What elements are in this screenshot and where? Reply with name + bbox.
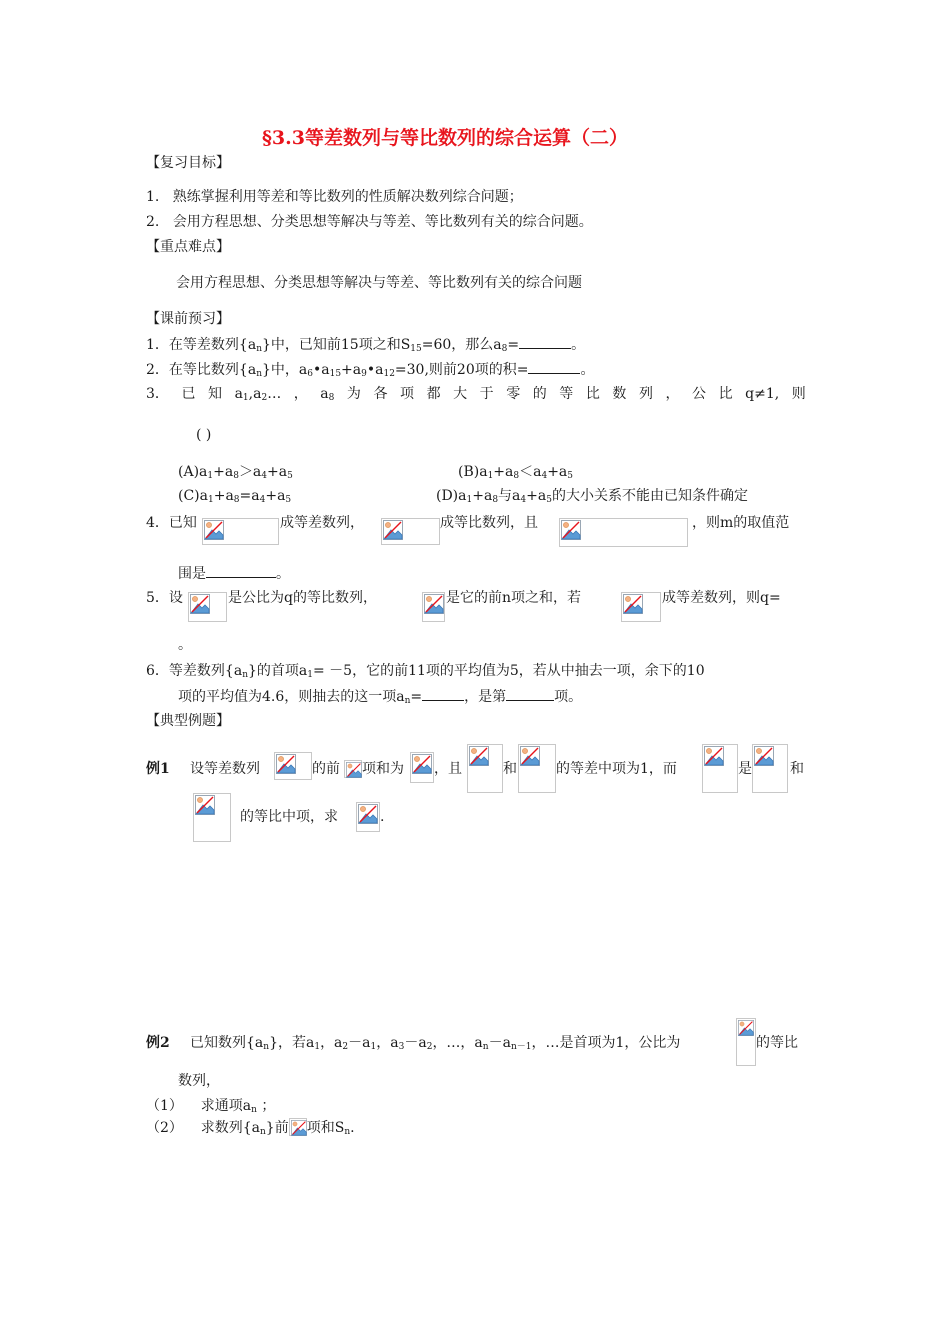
- formula-image: [410, 752, 434, 783]
- ex2-s: 数列，: [178, 1073, 220, 1089]
- ex2-part1: （1） 求通项$a_n$ ；: [146, 1098, 276, 1115]
- option-d[interactable]: $(D)a_1+a_8$与$a_4+a_5$的大小关系不能由已知条件确定: [436, 488, 748, 505]
- broken-image-icon: [204, 520, 224, 540]
- ex2-line1: 已知数列$\{a_n\}$，若$a_1$，$a_2-a_1$，$a_3-a_2$，…，$a_n-a_{n-1}$，…是首项为1，公比为: [190, 1035, 681, 1052]
- option-b[interactable]: $(B)a_1+a_8<a_4+a_5$: [458, 464, 574, 481]
- formula-image: [188, 592, 227, 622]
- broken-image-icon: [358, 804, 378, 824]
- preview-q5-b: 是公比为q的等比数列，: [228, 590, 377, 606]
- option-c[interactable]: $(C)a_1+a_8=a_4+a_5$: [178, 488, 292, 505]
- ex2-part2: （2） 求数列$\{a_n\}$前 项和$S_n$.: [146, 1120, 355, 1137]
- preview-q4-c: 成等比数列，且: [440, 515, 538, 531]
- ex2-r: 的等比: [756, 1035, 798, 1051]
- formula-image: [752, 744, 788, 793]
- formula-image: [467, 744, 503, 793]
- preview-q5-num: 5．设: [146, 590, 183, 606]
- ex1-b: 的前: [312, 761, 340, 777]
- section-key-points: 【重点难点】: [146, 239, 230, 255]
- broken-image-icon: [276, 754, 296, 774]
- goal-1: 1. 熟练掌握利用等差和等比数列的性质解决数列综合问题；: [146, 189, 523, 205]
- ex1-g: 是: [738, 761, 752, 777]
- preview-q6-line2: 项的平均值为4.6，则抽去的这一项$a_n=$ ，是第 项。: [178, 689, 583, 706]
- formula-image: [193, 793, 231, 842]
- ex1-i: 的等比中项，求: [240, 809, 338, 825]
- formula-image: [736, 1018, 756, 1066]
- goal-2: 2. 会用方程思想、分类思想等解决与等差、等比数列有关的综合问题。: [146, 214, 593, 230]
- answer-blank[interactable]: [519, 335, 571, 349]
- choice-paren: ( ): [196, 427, 212, 443]
- broken-image-icon: [738, 1020, 754, 1036]
- broken-image-icon: [754, 746, 774, 766]
- ex1-h: 和: [790, 761, 804, 777]
- formula-image: [381, 518, 440, 545]
- ex1-d: ，且: [434, 761, 462, 777]
- formula-image: [422, 592, 445, 622]
- section-examples: 【典型例题】: [146, 713, 230, 729]
- ex1-c: 项和为: [362, 761, 404, 777]
- ex1-j: .: [380, 809, 385, 825]
- formula-image: [202, 518, 279, 545]
- formula-image: [559, 518, 688, 547]
- broken-image-icon: [623, 594, 643, 614]
- page-title: §3.3等差数列与等比数列的综合运算（二）: [262, 127, 628, 149]
- example-2-label: 例2: [146, 1035, 170, 1051]
- answer-blank[interactable]: [528, 360, 580, 374]
- broken-image-icon: [291, 1120, 307, 1136]
- preview-q1: 1．在等差数列$\{a_n\}$中，已知前15项之和$S_{15}=60$，那么$a_8=$ 。: [146, 337, 586, 354]
- formula-image: [702, 744, 738, 793]
- broken-image-icon: [190, 594, 210, 614]
- ex1-a: 设等差数列: [190, 761, 260, 777]
- broken-image-icon: [561, 520, 581, 540]
- formula-image: [274, 752, 312, 780]
- broken-image-icon: [520, 746, 540, 766]
- formula-image: [356, 802, 380, 832]
- section-preview: 【课前预习】: [146, 311, 230, 327]
- preview-q5-c: 是它的前n项之和，若: [446, 590, 582, 606]
- preview-q5-e: 。: [178, 637, 192, 653]
- broken-image-icon: [195, 795, 215, 815]
- preview-q4-num: 4．已知: [146, 515, 197, 531]
- broken-image-icon: [346, 762, 362, 778]
- preview-q4-d: ，则m的取值范: [692, 515, 790, 531]
- section-review-goals: 【复习目标】: [146, 155, 230, 171]
- preview-q5-d: 成等差数列，则q=: [662, 590, 781, 606]
- formula-image: [344, 760, 362, 778]
- answer-blank[interactable]: [206, 564, 276, 578]
- broken-image-icon: [704, 746, 724, 766]
- answer-blank[interactable]: [422, 687, 464, 701]
- example-1-label: 例1: [146, 761, 170, 777]
- formula-image: [289, 1118, 307, 1136]
- broken-image-icon: [383, 520, 403, 540]
- formula-image: [621, 592, 661, 622]
- preview-q2: 2．在等比数列$\{a_n\}$中，$a_6•a_{15}+a_9•a_{12}=30$,则前20项的积= 。: [146, 362, 595, 379]
- ex1-e: 和: [503, 761, 517, 777]
- option-a[interactable]: $(A)a_1+a_8>a_4+a_5$: [178, 464, 293, 481]
- preview-q3: 3． 已 知 $a_1,a_2\dots$ ， $a_8$ 为 各 项 都 大 于 零 的 等 比 数 列 ， 公 比 q≠1, 则: [146, 386, 806, 403]
- broken-image-icon: [412, 754, 432, 774]
- key-points-text: 会用方程思想、分类思想等解决与等差、等比数列有关的综合问题: [176, 275, 582, 291]
- preview-q4-e: 围是 。: [178, 566, 290, 582]
- formula-image: [518, 744, 556, 793]
- preview-q4-b: 成等差数列，: [280, 515, 364, 531]
- preview-q6-line1: 6．等差数列$\{a_n\}$的首项$a_1= -5$，它的前11项的平均值为5，若从中抽去一项，余下的10: [146, 663, 705, 680]
- ex1-f: 的等差中项为1，而: [556, 761, 677, 777]
- broken-image-icon: [424, 594, 444, 614]
- answer-blank[interactable]: [506, 687, 554, 701]
- broken-image-icon: [469, 746, 489, 766]
